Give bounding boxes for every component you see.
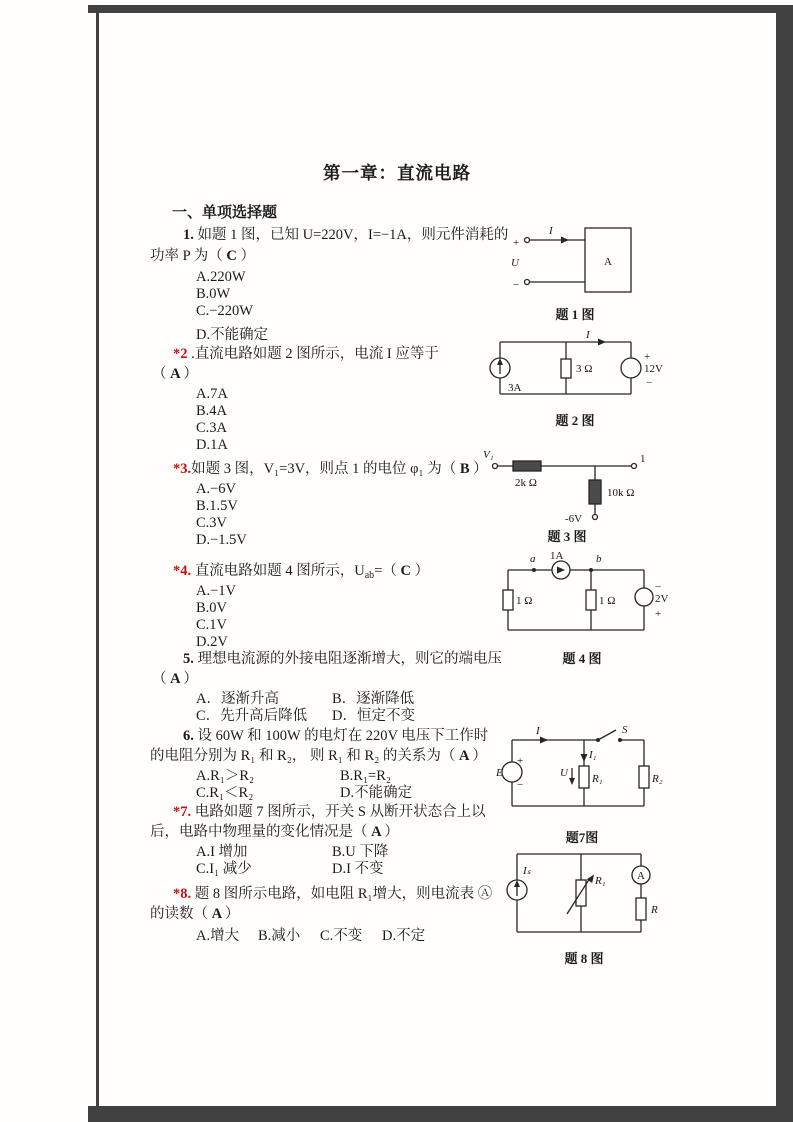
question-8-stem-text-2: 的读数（ [150,906,208,922]
fig1-element-label: A [604,256,612,268]
question-7-number: *7. [173,804,192,820]
question-6-paren-close: ） [472,748,487,764]
fig8-source-label: Iₛ [523,865,531,877]
question-1-option-d: D.不能确定 [196,327,269,343]
question-6-option-b: B.R₁=R₂ [340,768,391,784]
fig2-source-label: 3A [508,382,522,394]
question-3-number: *3. [173,461,192,477]
fig7-current-label: I [536,725,540,737]
fig3-v1-label: V₁ [483,449,494,461]
fig7-u-arrow-icon [569,778,575,785]
fig2-current-arrow-icon [598,339,606,346]
fig7-voltage-label: U [560,767,568,779]
question-8-option-c: C.不变 [320,928,363,944]
question-2-option-b: B.4A [196,403,228,419]
fig7-resistor-r2-icon [639,766,649,788]
fig4-source-label: 1A [550,550,564,562]
question-8-number: *8. [173,886,192,902]
fig2-plus-label: + [644,351,651,363]
question-8-answer: A [208,906,225,922]
fig2-resistor-icon [561,359,571,378]
fig1-terminal-plus [525,238,530,243]
page-title: 第一章：直流电路 [323,163,471,183]
question-4-option-b: B.0V [196,600,228,616]
scan-border-right [776,5,793,1122]
question-5-stem-line-2 [152,670,198,688]
scan-border-bottom [88,1106,793,1122]
fig7-emf-label: E [496,767,503,779]
fig4-node-a-label: a [530,553,536,565]
figure-7-circuit [496,724,668,822]
fig8-r1-label: R₁ [595,875,606,887]
question-6-option-c: C.R₁＜R₂ [196,785,254,801]
question-5-paren-close: ） [183,671,198,687]
question-7-stem-line-2 [150,823,399,841]
question-6-answer: A [455,748,473,764]
fig7-switch-label: S [622,724,628,736]
question-1-option-c: C.−220W [196,303,253,319]
question-5-paren-open: （ [152,671,167,687]
question-5-stem-line-1 [183,650,502,668]
figure-1-caption: 题 1 图 [555,307,595,322]
question-3-answer: B [456,461,474,477]
scan-border-left [96,5,99,1122]
question-4-option-d: D.2V [196,634,228,650]
question-2-answer: A [166,366,184,382]
question-6-stem-line-1 [183,727,488,745]
fig4-node-a-dot [532,568,536,572]
fig4-voltage-source-icon [635,588,653,606]
fig7-resistor-r1-icon [579,766,589,788]
question-8-option-b: B.减小 [258,928,301,944]
figure-3-caption: 题 3 图 [547,529,587,544]
question-2-stem-text: .直流电路如题 2 图所示，电流 I 应等于 [187,346,439,362]
fig1-plus-label: + [513,237,520,249]
fig7-switch-blade-icon [598,730,616,740]
question-6-option-a: A.R₁＞R₂ [196,768,255,784]
question-4-option-a: A.−1V [196,583,236,599]
fig8-resistor-icon [636,898,646,920]
fig4-resistor-left-icon [503,590,513,610]
figure-7-caption: 题7图 [565,830,599,845]
fig7-current-arrow-icon [540,737,548,744]
question-3-stem-text: 如题 3 图，V₁=3V，则点 1 的电位 φ₁ 为（ [191,461,457,477]
question-1-stem-line-2 [150,247,255,265]
figure-8-circuit [503,840,665,944]
fig7-switch-contact-right [618,738,622,742]
fig7-wires [502,730,649,806]
question-5-number: 5. [183,651,194,667]
fig7-i1-label: I₁ [589,749,597,761]
question-8-option-a: A.增大 [196,928,240,944]
question-4-answer: C [396,563,415,579]
question-1-stem-line-1 [183,226,508,244]
question-3-option-a: A.−6V [196,481,236,497]
fig4-r-left-label: 1 Ω [516,595,533,607]
question-7-stem-line-1 [173,803,486,821]
question-2-number: *2 [173,346,188,362]
question-3-paren-close: ） [473,461,488,477]
fig1-voltage-label: U [511,257,519,269]
question-6-stem-text: 设 60W 和 100W 的电灯在 220V 电压下工作时 [193,728,489,744]
scan-border-top [88,5,793,13]
fig1-wires [525,228,632,292]
fig3-terminal-neg6v [593,515,598,520]
question-7-stem-text-2: 后，电路中物理量的变化情况是（ [150,824,368,840]
fig7-r1-label: R₁ [592,773,603,785]
question-5-option-b: B．逐渐降低 [332,691,415,707]
section-heading: 一、单项选择题 [172,205,278,221]
fig4-minus-label: − [655,581,662,593]
question-1-stem-text: 如题 1 图，已知 U=220V，I=−1A，则元件消耗的 [193,227,509,243]
question-5-answer: A [166,671,184,687]
question-1-option-a: A.220W [196,269,246,285]
question-3-option-c: C.3V [196,515,228,531]
question-4-subscript: ab [364,570,375,581]
question-6-option-d: D.不能确定 [340,785,413,801]
question-6-stem-line-2 [150,747,487,765]
fig1-minus-label: − [513,279,520,291]
question-7-option-c: C.I₁ 减少 [196,861,252,877]
fig2-voltage-source-icon [621,358,641,378]
question-3-option-d: D.−1.5V [196,532,247,548]
question-2-paren-close: ） [183,366,198,382]
figure-4-circuit [496,550,668,642]
fig3-resistor-10k-icon [589,480,601,504]
fig2-current-label: I [586,329,590,341]
question-6-number: 6. [183,728,194,744]
fig1-terminal-minus [525,280,530,285]
question-2-stem-line-1 [173,345,439,363]
figure-2-caption: 题 2 图 [555,413,595,428]
question-5-option-c: C．先升高后降低 [196,708,308,724]
fig4-node-b-label: b [596,553,602,565]
fig4-source-arrow-icon [557,567,565,574]
question-3-stem [173,460,488,478]
fig7-plus-label: + [517,755,524,767]
fig3-r1-label: 2k Ω [515,477,537,489]
question-2-option-d: D.1A [196,437,228,453]
question-3-option-b: B.1.5V [196,498,238,514]
fig2-minus-label: − [646,377,653,389]
question-7-option-d: D.I 不变 [332,861,384,877]
question-7-option-b: B.U 下降 [332,844,389,860]
question-2-paren-open: （ [152,366,167,382]
fig2-resistor-label: 3 Ω [576,363,593,375]
figure-3-circuit [483,438,651,526]
figure-8-caption: 题 8 图 [564,951,604,966]
fig4-r-mid-label: 1 Ω [599,595,616,607]
question-1-number: 1. [183,227,194,243]
figure-1-circuit [505,220,645,302]
question-2-stem-line-2 [152,365,198,383]
question-8-stem-line-2 [150,905,239,923]
question-7-option-a: A.I 增加 [196,844,248,860]
fig3-resistor-2k-icon [513,461,541,471]
question-4-stem-text-2: =（ [374,563,397,579]
fig4-volt-label: 2V [655,593,668,605]
fig3-node1-label: 1 [640,453,646,465]
fig3-vneg-label: -6V [565,513,583,525]
question-8-paren-close: ） [224,906,240,922]
fig2-source-arrow-icon [497,358,503,365]
fig3-terminal-v1 [493,464,498,469]
fig2-volt-label: 12V [644,363,663,375]
fig7-i1-arrow-icon [581,754,588,762]
question-2-option-c: C.3A [196,420,228,436]
fig3-r2-label: 10k Ω [607,487,635,499]
question-2-option-a: A.7A [196,386,228,402]
fig7-switch-contact-left [596,738,600,742]
question-7-answer: A [367,824,385,840]
question-8-option-d: D.不定 [382,928,426,944]
question-4-stem-text: 直流电路如题 4 图所示，U [191,563,365,579]
fig8-source-arrow-icon [514,880,520,887]
fig7-minus-label: − [517,779,524,791]
fig1-current-label: I [549,225,553,237]
question-1-stem-text-2: 功率 P 为（ [150,248,223,264]
figure-4-caption: 题 4 图 [562,651,602,666]
question-5-option-d: D．恒定不变 [332,708,415,724]
question-4-number: *4. [173,563,192,579]
figure-2-circuit [486,328,664,408]
question-5-option-a: A．逐渐升高 [196,691,279,707]
fig8-ammeter-label: A [637,870,645,882]
question-6-stem-text-2: 的电阻分别为 R₁ 和 R₂， 则 R₁ 和 R₂ 的关系为（ [150,748,456,764]
question-8-stem-text: 题 8 图所示电路，如电阻 R₁增大，则电流表 Ⓐ [191,886,493,902]
question-5-stem-text: 理想电流源的外接电阻逐渐增大，则它的端电压 [193,651,502,667]
fig3-terminal-1 [632,464,637,469]
fig4-resistor-mid-icon [586,590,596,610]
question-4-stem [173,562,429,583]
question-7-stem-text: 电路如题 7 图所示，开关 S 从断开状态合上以 [191,804,486,820]
fig1-current-arrow-icon [561,237,569,244]
question-1-option-b: B.0W [196,286,231,302]
question-1-answer: C [222,248,241,264]
question-4-paren-close: ） [414,563,430,579]
question-7-paren-close: ） [384,824,399,840]
question-1-paren-close: ） [240,248,256,264]
fig8-resistor-label: R [651,904,658,916]
question-8-stem-line-1 [173,885,492,903]
fig4-plus-label: + [655,608,662,620]
fig7-r2-label: R₂ [652,773,663,785]
question-4-option-c: C.1V [196,617,228,633]
fig4-node-b-dot [589,568,593,572]
